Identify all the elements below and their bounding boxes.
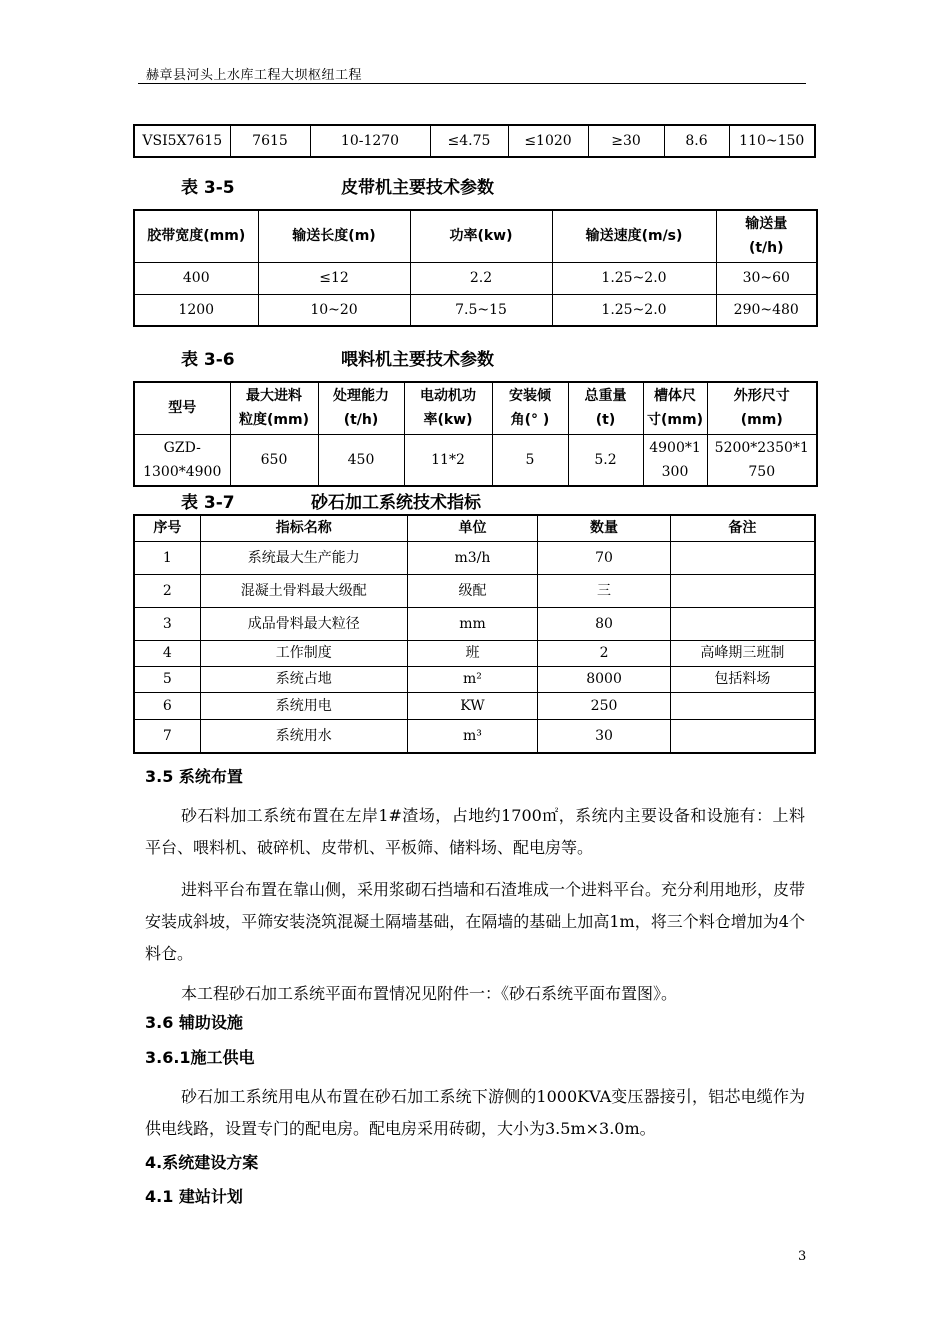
column-header [492,382,568,434]
table-cell: KW [407,692,538,719]
table-3-5 [133,209,818,327]
table-3-7-caption [181,488,481,513]
column-header: 胶带宽度(mm) [134,210,258,262]
table-3-6-caption [181,345,494,370]
table-cell: m3/h [407,541,538,574]
table-cell: 3 [134,607,200,640]
table-header-row [134,210,817,262]
table-cell [707,434,817,486]
table-cell: ≤1020 [508,125,588,157]
header-line: 处理能力 [333,388,389,405]
header-line: 输送量 [745,216,788,233]
table-cell: 级配 [407,574,538,607]
column-header: 序号 [134,515,200,541]
table-cell: 30 [538,719,671,753]
table-cell: 10~20 [258,294,410,326]
table-cell: 5 [492,434,568,486]
table-cell: 1200 [134,294,258,326]
table-cell: 650 [230,434,318,486]
header-line: 安装倾 [509,388,551,405]
table-cell [670,607,815,640]
table-cell: 1.25~2.0 [552,262,716,294]
caption-number: 表 3-5 [181,178,235,198]
cell-line: 300 [661,463,689,480]
table-3-5-caption [181,173,494,198]
cell-line: 4900*1 [649,439,701,456]
table-3-6 [133,381,818,487]
table-cell: mm [407,607,538,640]
table-header-row [134,382,817,434]
table-cell: 400 [134,262,258,294]
table-cell [670,574,815,607]
table-header-row [134,515,815,541]
table-row [134,692,815,719]
table-cell: 1.25~2.0 [552,294,716,326]
table-cell: 70 [538,541,671,574]
table-cell: 110~150 [729,125,815,157]
table-cell: VSI5X7615 [134,125,230,157]
table-cell: m² [407,666,538,692]
caption-number: 表 3-6 [181,350,235,370]
header-line: 角(° ) [510,412,550,429]
table-cell: 2.2 [410,262,552,294]
column-header [230,382,318,434]
table-row [134,607,815,640]
table-cell: 班 [407,640,538,666]
table-cell: 10-1270 [310,125,430,157]
header-line: 外形尺寸 [733,388,790,405]
section-heading-4: 4.系统建设方案 [145,1153,259,1172]
table-cell: 8000 [538,666,671,692]
header-line: (t/h) [748,240,784,257]
table-cell: 450 [318,434,404,486]
paragraph: 进料平台布置在靠山侧，采用浆砌石挡墙和石渣堆成一个进料平台。充分利用地形，皮带安装成斜坡，平筛安装浇筑混凝土隔墙基础，在隔墙的基础上加高1m，将三个料仓增加为4个料仓。 [145,880,806,963]
table-cell: 5.2 [568,434,643,486]
column-header: 单位 [407,515,538,541]
table-cell: 7 [134,719,200,753]
table-cell [670,692,815,719]
column-header [643,382,707,434]
table-cell: 工作制度 [200,640,407,666]
table-cell: 三 [538,574,671,607]
table-row [134,719,815,753]
table-3-7 [133,514,816,754]
column-header: 输送速度(m/s) [552,210,716,262]
table-cell [134,434,230,486]
table-row [134,574,815,607]
table-cell: 系统占地 [200,666,407,692]
table-cell: 290~480 [716,294,817,326]
table-cell: 30~60 [716,262,817,294]
table-cell: ≥30 [588,125,664,157]
table-cell [670,719,815,753]
table-cell: m³ [407,719,538,753]
table-row [134,125,815,157]
header-line: 粒度(mm) [239,412,309,429]
table-row [134,541,815,574]
column-header: 功率(kw) [410,210,552,262]
caption-title: 喂料机主要技术参数 [341,350,494,370]
table-cell: 11*2 [404,434,492,486]
table-row [134,666,815,692]
column-header [716,210,817,262]
table-cell: 1 [134,541,200,574]
table-row [134,640,815,666]
table-cell: 4 [134,640,200,666]
header-line: 寸(mm) [647,412,703,429]
table-cell: ≤4.75 [430,125,508,157]
header-line: 槽体尺 [654,388,696,405]
column-header [568,382,643,434]
paragraph: 本工程砂石加工系统平面布置情况见附件一：《砂石系统平面布置图》。 [181,984,678,1003]
table-top-continuation [133,124,816,158]
paragraph: 砂石加工系统用电从布置在砂石加工系统下游侧的1000KVA变压器接引，铝芯电缆作为供电线路，设置专门的配电房。配电房采用砖砌，大小为3.5m×3.0m。 [145,1087,805,1138]
cell-line: 750 [748,463,776,480]
column-header: 输送长度(m) [258,210,410,262]
cell-line: GZD- [163,439,201,456]
column-header: 数量 [538,515,671,541]
table-cell: 5 [134,666,200,692]
caption-number: 表 3-7 [181,493,235,513]
table-cell: 包括料场 [670,666,815,692]
column-header [707,382,817,434]
table-cell: 系统用水 [200,719,407,753]
header-line: (t) [595,412,616,429]
page-header-title: 赫章县河头上水库工程大坝枢纽工程 [146,68,363,83]
table-cell: 250 [538,692,671,719]
section-heading-3-6: 3.6 辅助设施 [145,1013,243,1032]
page-number: 3 [798,1249,807,1264]
table-row [134,434,817,486]
table-cell: 系统用电 [200,692,407,719]
table-cell: 系统最大生产能力 [200,541,407,574]
column-header: 备注 [670,515,815,541]
cell-line: 5200*2350*1 [714,439,809,456]
cell-line: 1300*4900 [143,463,222,480]
table-cell: 6 [134,692,200,719]
table-cell: 2 [134,574,200,607]
header-divider [138,83,806,84]
table-cell: 高峰期三班制 [670,640,815,666]
header-line: (mm) [740,412,783,429]
table-cell: 混凝土骨料最大级配 [200,574,407,607]
table-cell [670,541,815,574]
column-header: 型号 [134,382,230,434]
section-heading-3-5: 3.5 系统布置 [145,767,243,786]
header-line: (t/h) [343,412,379,429]
table-cell: 2 [538,640,671,666]
table-cell: 80 [538,607,671,640]
table-cell: 成品骨料最大粒径 [200,607,407,640]
header-line: 率(kw) [423,412,473,429]
table-cell: 8.6 [664,125,729,157]
section-heading-3-6-1: 3.6.1施工供电 [145,1048,255,1067]
section-heading-4-1: 4.1 建站计划 [145,1187,243,1206]
table-cell: 7615 [230,125,310,157]
column-header: 指标名称 [200,515,407,541]
table-cell: ≤12 [258,262,410,294]
table-row [134,294,817,326]
table-cell: 7.5~15 [410,294,552,326]
table-row [134,262,817,294]
column-header [318,382,404,434]
paragraph: 砂石料加工系统布置在左岸1#渣场，占地约1700㎡，系统内主要设备和设施有：上料平台、喂料机、破碎机、皮带机、平板筛、储料场、配电房等。 [145,806,805,857]
column-header [404,382,492,434]
header-line: 最大进料 [246,388,302,405]
header-line: 总重量 [584,388,627,405]
caption-title: 皮带机主要技术参数 [341,178,494,198]
table-cell [643,434,707,486]
caption-title: 砂石加工系统技术指标 [311,493,481,513]
header-line: 电动机功 [420,388,476,405]
